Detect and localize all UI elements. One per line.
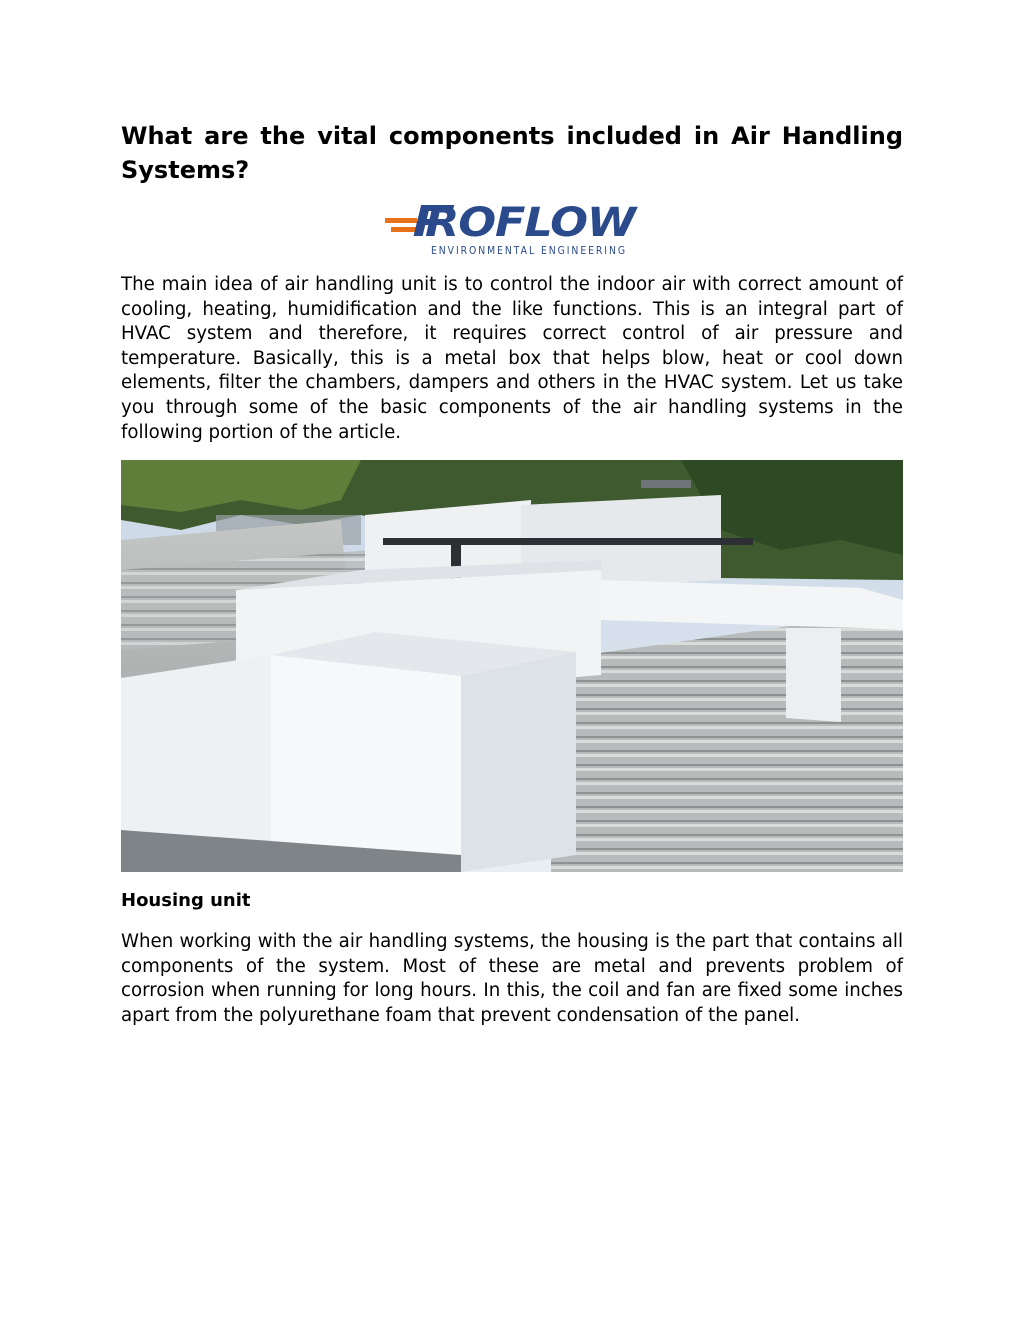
section-heading: Housing unit (121, 890, 251, 911)
rooftop-air-handling-unit-photo (121, 460, 903, 872)
section-paragraph: When working with the air handling systems, the housing is the part that contains all components of the system. Most of these are metal and prevents problem of corrosion when running for long hours. In this, the coil and fan are fixed some inches apart from the polyurethane foam that prevent condensation of the panel. (121, 931, 903, 1026)
rooftop-ahu-photo (121, 460, 903, 872)
roflow-logo-icon (385, 198, 639, 258)
roflow-logo (385, 198, 639, 258)
intro-paragraph: The main idea of air handling unit is to control the indoor air with correct amount of cooling, heating, humidification and the like functions. This is an integral part of HVAC system and therefore, it requires correct control of air pressure and temperature. Basically, this is a metal box that helps blow, heat or cool down elements, filter the chambers, dampers and others in the HVAC system. Let us take you through some of the basic components of the air handling systems in the following portion of the article. (121, 274, 903, 443)
logo-tagline: ENVIRONMENTAL ENGINEERING (431, 245, 627, 257)
page-title: What are the vital components included in Air Handling Systems? (121, 122, 903, 184)
logo-wordmark: ROFLOW (425, 200, 639, 246)
